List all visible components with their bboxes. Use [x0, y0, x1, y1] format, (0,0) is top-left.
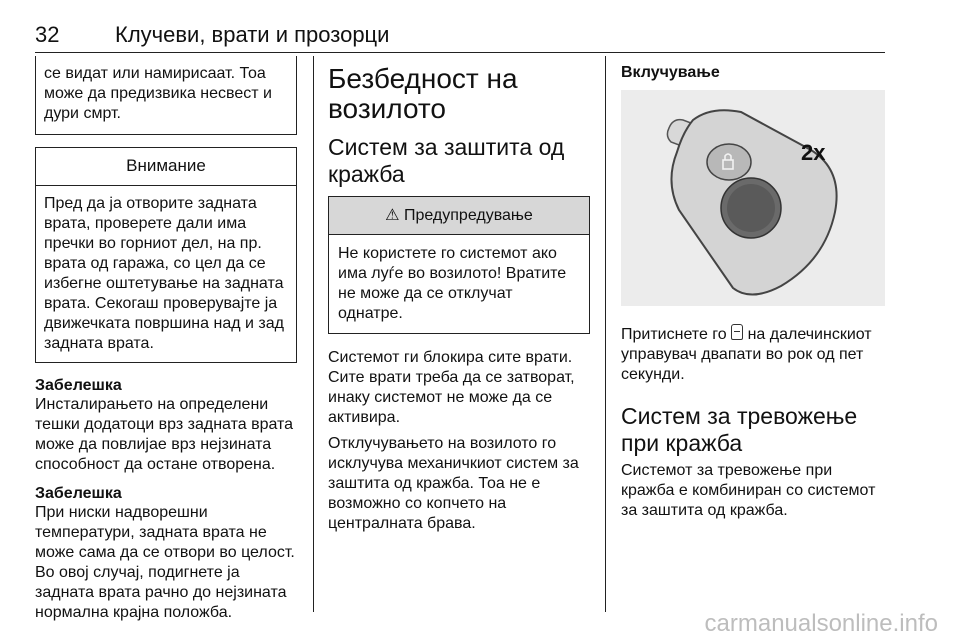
continued-warning-box: [35, 56, 297, 135]
notice-text: Пред да ја отворите задната врата, проверете дали има пречки во горниот дел, на пр. врата од гаража, со цел да се избегне оштетување на задната врата. Секогаш проверувајте ја движечката површина над и зад задната врата.: [44, 195, 284, 352]
column-divider: [605, 56, 606, 612]
warning-box: [328, 196, 590, 334]
note-heading: Забелешка: [35, 377, 122, 394]
page-header: [35, 22, 885, 50]
key-fob-figure: [621, 90, 885, 306]
warning-title: Предупредување: [403, 207, 533, 224]
warning-triangle-icon: ⚠: [385, 207, 400, 224]
column-middle: [328, 64, 590, 534]
continued-warning-text: се видат или намирисаат. Тоа може да предизвика несвест и дури смрт.: [44, 65, 272, 122]
column-right: [621, 64, 885, 521]
subsection-heading: Вклучување: [621, 64, 720, 81]
note-text: Инсталирањето на определени тешки додатоци врз задната врата може да повлијае врз нејзината способност да остане отворена.: [35, 396, 294, 473]
lock-icon: [731, 324, 743, 340]
key-fob-icon: [621, 90, 885, 306]
note-heading: Забелешка: [35, 485, 122, 502]
section-title: Безбедност на возилото: [328, 63, 518, 124]
notice-box: [35, 147, 297, 363]
header-rule: [35, 52, 885, 53]
column-left: [35, 56, 297, 623]
instruction-text: Притиснете го на далечинскиот управувач двапати во рок од пет секунди.: [621, 326, 872, 383]
subsection-title: Систем за заштита од кражба: [328, 134, 565, 187]
figure-label: 2x: [801, 140, 826, 165]
notice-title: Внимание: [36, 148, 296, 186]
watermark: carmanualsonline.info: [704, 610, 938, 637]
paragraph: Системот за тревожење при кражба е комбиниран со системот за заштита од кражба.: [621, 462, 876, 519]
page-number: 32: [35, 22, 60, 47]
section-title: Систем за тревожење при кражба: [621, 403, 858, 456]
page-title: Клучеви, врати и прозорци: [115, 22, 390, 47]
paragraph: Отклучувањето на возилото го исклучува механичкиот систем за заштита од кражба. Тоа не е возможно со копчето на централната брава.: [328, 435, 579, 532]
note-text: При ниски надворешни температури, задната врата не може сама да се отвори во целост. Во овој случај, подигнете ја задната врата рачно до нејзината нормална крајна положба.: [35, 504, 295, 621]
paragraph: Системот ги блокира сите врати. Сите врати треба да се затворат, инаку системот не може да се активира.: [328, 349, 575, 426]
warning-text: Не користете го системот ако има луѓе во возилото! Вратите не може да се отклучат однатре.: [338, 245, 567, 322]
column-divider: [313, 56, 314, 612]
warning-header: [329, 197, 589, 235]
